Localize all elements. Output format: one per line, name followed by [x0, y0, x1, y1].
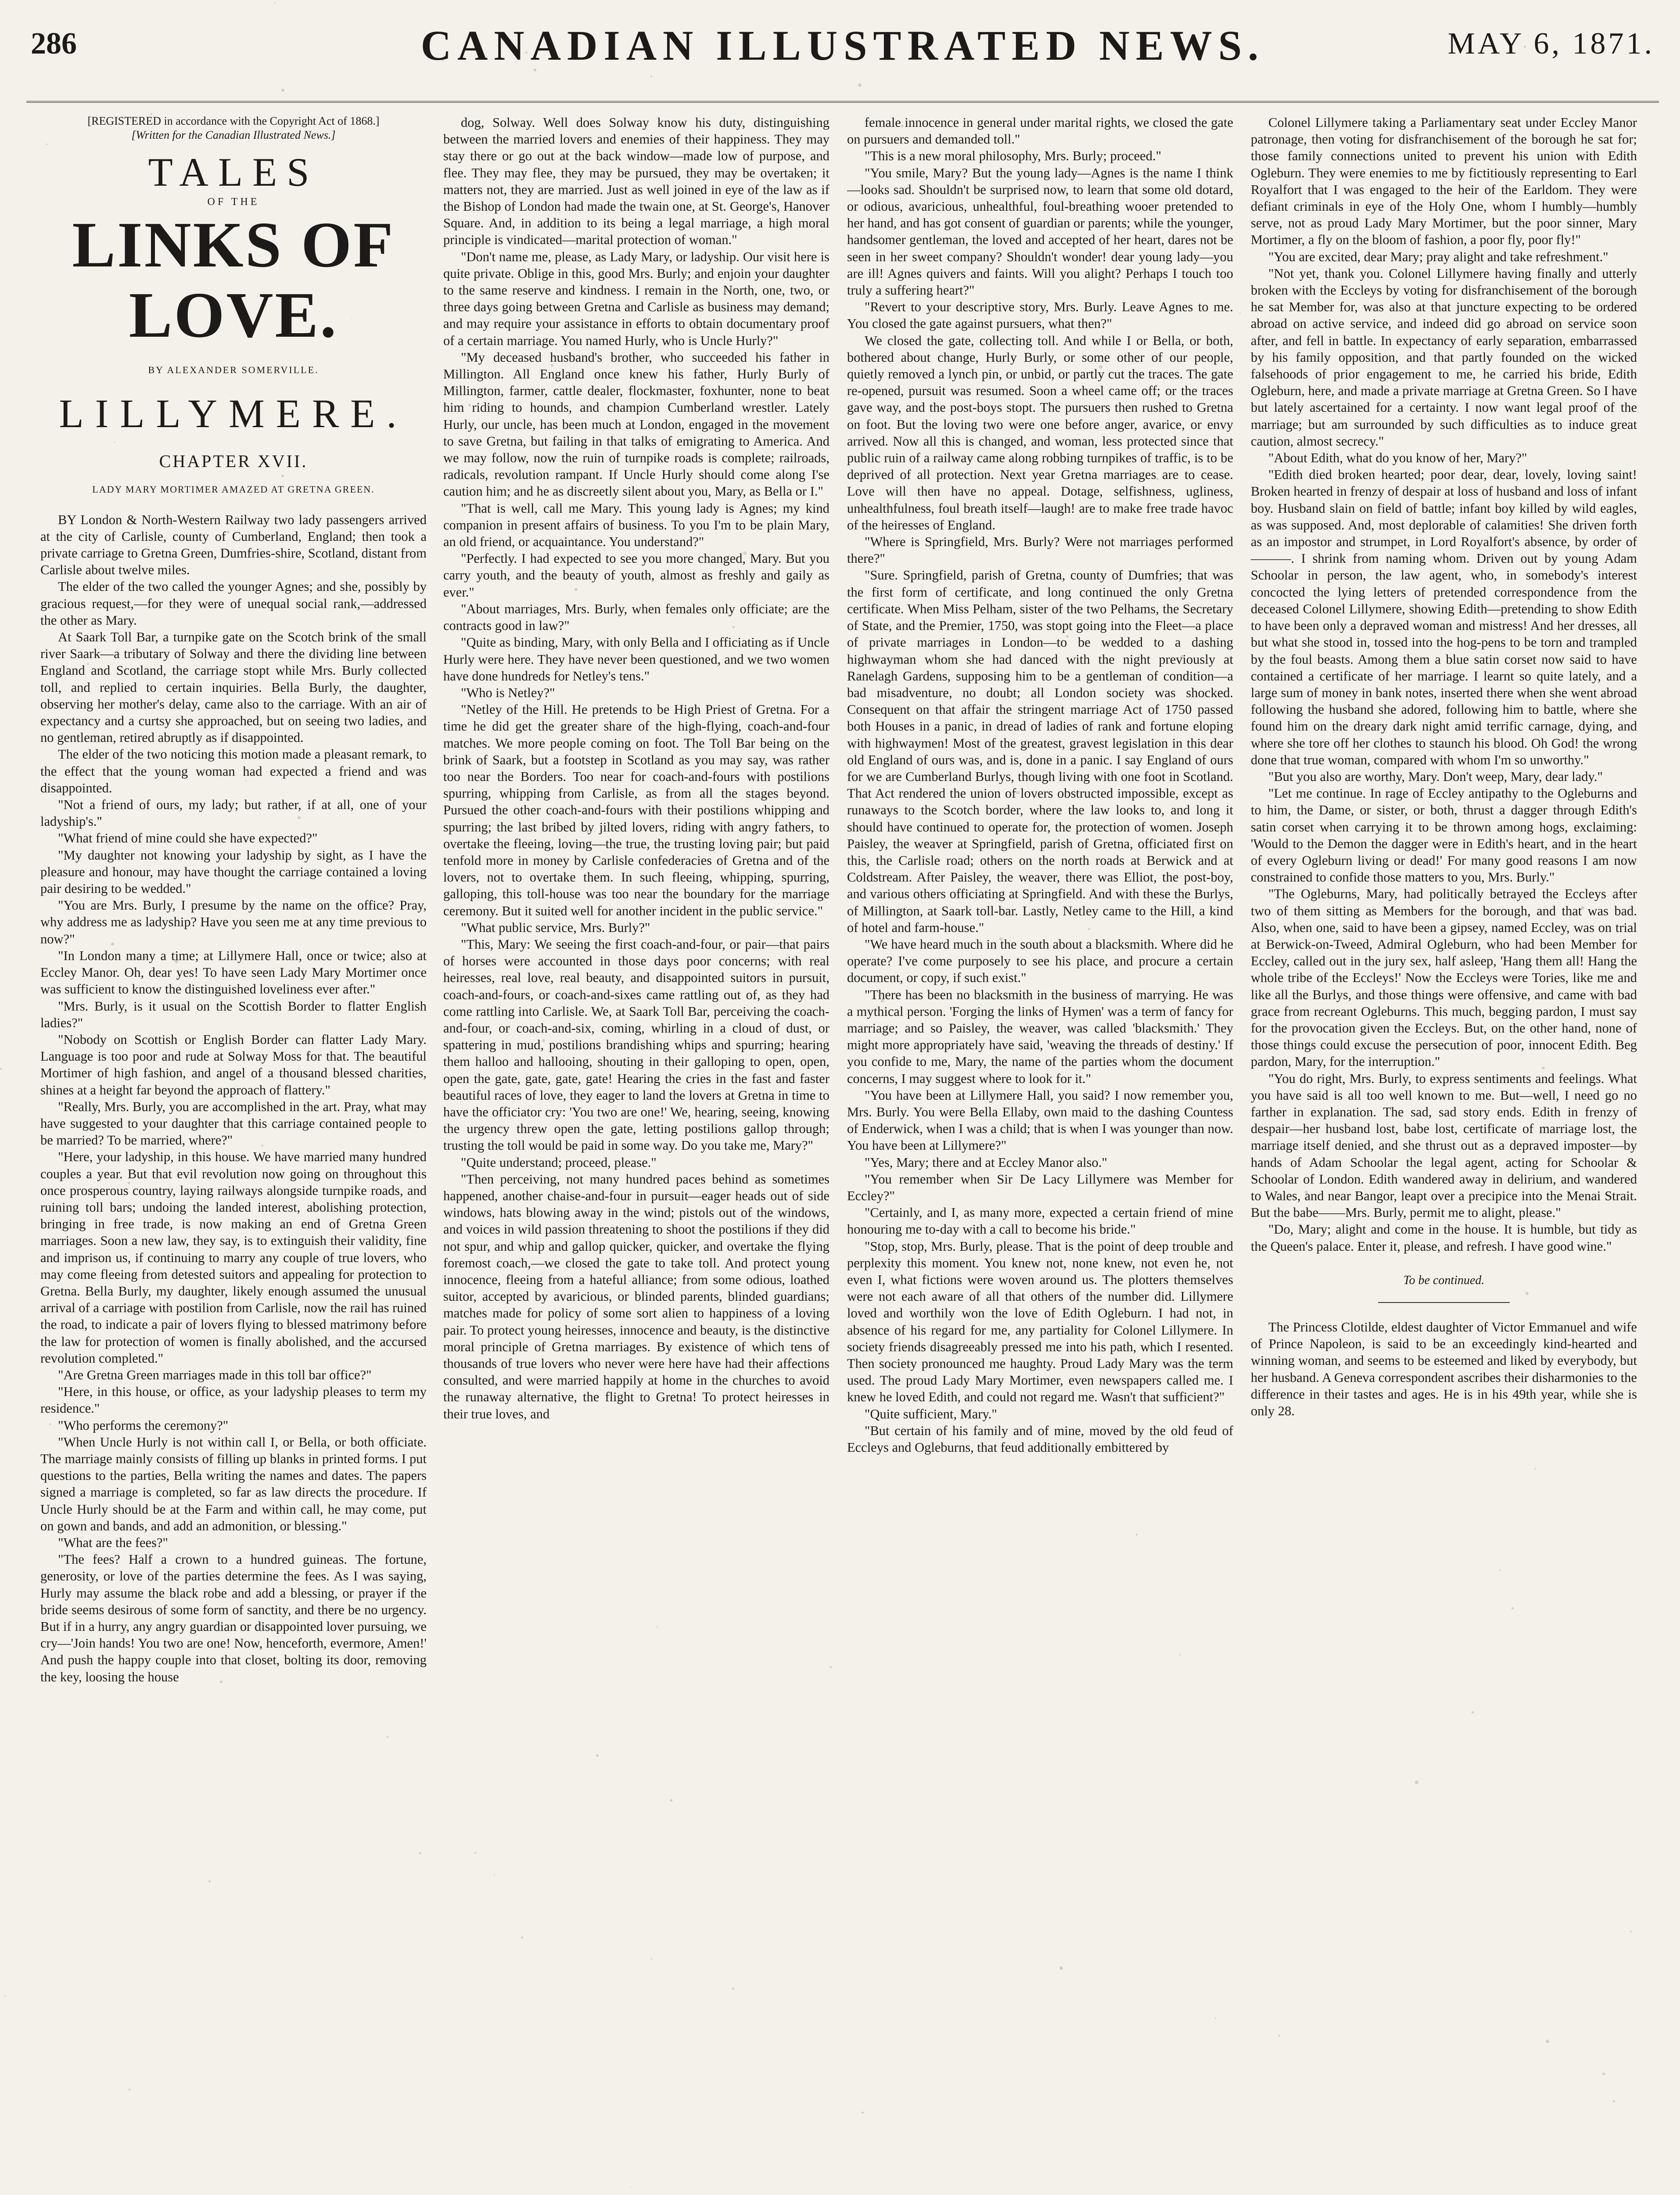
paragraph: "Perfectly. I had expected to see you more changed, Mary. But you carry youth, and the beauty of youth, almost as freshly and gaily as ever." — [443, 551, 829, 600]
paper-speck — [641, 206, 643, 209]
paper-speck — [1339, 977, 1342, 980]
paper-speck — [881, 999, 884, 1002]
paper-speck — [761, 1312, 764, 1314]
column-4 — [1251, 114, 1637, 2195]
paper-speck — [1277, 198, 1280, 201]
paragraph: "About Edith, what do you know of her, Mary?" — [1268, 450, 1527, 466]
paragraph: "Edith died broken hearted; poor dear, dear, lovely, loving saint! Broken hearted in frenzy of despair at loss of husband and loss of infant boy. Husband slain on field of battle; infant boy killed by wild eagles, as was supposed. And, most deplorable of calamities! She driven forth as an impostor and strumpet, in Lord Royalfort's absence, by order of ———. I shrink from naming whom. Driven out by young Adam Schoolar in person, the law agent, who, in somebody's interest concocted the lying letters of pretended correspondence from the deceased Colonel Lillymere, showing Edith—pretending to show Edith to have been only a depraved woman and mistress! And her dresses, all but what she stood in, tossed into the hog-pens to be torn and trampled by the foul beasts. Among them a blue satin corset now said to have contained a certificate of her marriage. I learnt so quite lately, and a large sum of money in bank notes, inserted there when she went abroad following the husband she adored, following him to battle, where she found him on the dreary dark night amid terrific carnage, dying, and where she tore off her clothes to staunch his blood. Oh God! the wrong done that true woman, compared with whom I'm so unworthy." — [1251, 467, 1637, 767]
paper-speck — [111, 943, 114, 946]
paper-speck — [1026, 1023, 1028, 1025]
paragraph: "Stop, stop, Mrs. Burly, please. That is the point of deep trouble and perplexity this moment. You knew not, none knew, not even he, not even I, what fictions were woven around us. The plotters themselves were not each aware of all that others of the number did. Lillymere loved and worthily won the love of Edith Ogleburn. I had not, in absence of his regard for me, any partiality for Colonel Lillymere. In society friends disagreeably pressed me into his path, which I resented. Then society pronounced me haughty. Proud Lady Mary was the term used. The proud Lady Mary Mortimer, even newspapers called me. I knew he loved Edith, and could not regard me. Wasn't that sufficient?" — [847, 1238, 1233, 1405]
paper-speck — [999, 937, 1002, 940]
paragraph: "Nobody on Scottish or English Border can flatter Lady Mary. Language is too poor and rude at Solway Moss for that. The beautiful Mortimer of high fashion, and angel of a thousand blessed charities, shines at a height far beyond the approach of flattery." — [40, 1032, 427, 1098]
paragraph: BY London & North-Western Railway two lady passengers arrived at the city of Carlisle, county of Cumberland, England; then took a private carriage to Gretna Green, Dumfries-shire, Scotland, distant from Carlisle about twelve miles. — [40, 512, 427, 578]
story-title: LINKS OF LOVE. — [72, 209, 395, 351]
paper-speck — [227, 531, 230, 533]
paragraph: "Revert to your descriptive story, Mrs. Burly. Leave Agnes to me. You closed the gate against pursuers, what then?" — [847, 299, 1233, 331]
paper-speck — [419, 1852, 421, 1854]
paragraph: "Quite understand; proceed, please." — [461, 1155, 657, 1170]
chapter-heading: CHAPTER XVII. — [159, 451, 308, 471]
paper-speck — [1526, 1292, 1529, 1295]
paragraph: female innocence in general under marital rights, we closed the gate on pursuers and demanded toll." — [847, 115, 1233, 147]
paper-speck — [172, 1075, 175, 1078]
paper-speck — [1136, 1533, 1138, 1535]
paragraph: "But you also are worthy, Mary. Don't weep, Mary, dear lady." — [1268, 769, 1603, 784]
paragraph: "Mrs. Burly, is it usual on the Scottish Border to flatter English ladies?" — [40, 998, 427, 1030]
paper-speck — [534, 68, 536, 71]
paper-speck — [1546, 2040, 1549, 2043]
paper-speck — [35, 1273, 36, 1274]
byline: BY ALEXANDER SOMERVILLE. — [148, 364, 319, 375]
paragraph: The Princess Clotilde, eldest daughter of Victor Emmanuel and wife of Prince Napoleon, is said to be an exceedingly kind-hearted and winning woman, and seems to be esteemed and liked by everybody, but her husband. A Geneva correspondent ascribes their disharmonies to the difference in their tastes and ages. He is in his 49th year, while she is only 28. — [1251, 1320, 1637, 1419]
paper-speck — [1542, 1067, 1545, 1070]
paper-speck — [274, 2, 276, 4]
paper-speck — [830, 1666, 832, 1668]
paper-speck — [797, 983, 799, 984]
page-header — [26, 0, 1659, 103]
paper-speck — [657, 1626, 658, 1627]
column-1 — [40, 114, 427, 2195]
paper-speck — [521, 1936, 523, 1938]
paper-speck — [739, 1303, 741, 1305]
paper-speck — [736, 204, 739, 207]
paper-speck — [651, 1958, 652, 1960]
paper-speck — [1261, 1070, 1262, 1071]
paragraph: The elder of the two noticing this motion made a pleasant remark, to the effect that the young woman had expected a friend and was disappointed. — [40, 747, 427, 795]
paper-speck — [0, 1068, 2, 1070]
paper-speck — [785, 560, 788, 563]
news-item-text — [1251, 1319, 1637, 1419]
column-2 — [443, 114, 829, 2195]
paragraph: "Here, your ladyship, in this house. We have married many hundred couples a year. But that evil revolution now going on throughout this once prosperous country, laying railways alongside turnpike roads, and ruining toll bars; undoing the landed interest, abolishing protection, bringing in free trade, is now making an end of Gretna Green marriages. Soon a new law, they say, is to extinguish their validity, fine and imprison us, if continuing to marry any couple of true lovers, who may come fleeing from detested suitors and appealing for protection to Gretna. Bella Burly, my daughter, likely enough assumed the unusual arrival of a carriage with postilion from Carlisle, now the rail has ruined the road, to indicate a pair of lovers flying to blessed matrimony before the law for protection of women is finally abolished, and the accursed revolution completed." — [40, 1149, 427, 1366]
paper-speck — [1234, 724, 1235, 725]
paper-speck — [1581, 906, 1584, 909]
paragraph: "We have heard much in the south about a blacksmith. Where did he operate? I've come purposely to see his place, and procure a certain document, or copy, if such exist." — [847, 936, 1233, 986]
paragraph: "Don't name me, please, as Lady Mary, or ladyship. Our visit here is quite private. Oblige in this, good Mrs. Burly; and enjoin your daughter to the same reserve and kindness. I remain in the North, one, two, or three days going between Gretna and Carlisle as business may demand; and may require your assistance in efforts to obtain documentary proof of a certain marriage. You named Hurly, who is Uncle Hurly?" — [443, 249, 829, 348]
paper-speck — [551, 364, 553, 366]
registration-notice: [REGISTERED in accordance with the Copyright Act of 1868.] — [87, 115, 380, 127]
paper-speck — [588, 194, 589, 195]
paper-speck — [1179, 1654, 1181, 1655]
column-2-text — [443, 114, 829, 1422]
publication-title: CANADIAN ILLUSTRATED NEWS. — [420, 22, 1265, 69]
paper-speck — [615, 1107, 616, 1108]
paper-speck — [261, 1144, 263, 1147]
paper-speck — [858, 83, 862, 87]
paper-speck — [144, 956, 147, 959]
paper-speck — [1027, 149, 1028, 151]
paper-speck — [993, 340, 997, 343]
paper-speck — [540, 847, 541, 848]
paper-speck — [384, 1489, 386, 1491]
paper-speck — [245, 780, 247, 781]
paragraph: "Certainly, and I, as many more, expected a certain friend of mine honouring me to-day with a call to become his bride." — [847, 1205, 1233, 1237]
paper-speck — [175, 960, 178, 963]
paper-speck — [732, 626, 735, 628]
paper-speck — [1415, 1781, 1418, 1784]
story-subtitle: LILLYMERE. — [59, 391, 408, 436]
paper-speck — [1491, 1347, 1493, 1349]
paragraph: "Who performs the ceremony?" — [58, 1418, 229, 1433]
paragraph: "Let me continue. In rage of Eccley antipathy to the Ogleburns and to him, the Dame, or sister, or both, thrust a dagger through Edith's satin corset when carrying it to be thrown among hogs, exclaiming: 'Would to the Demon the dagger were in Edith's heart, and in the heart of every Ogleburn living or dead!' For many good reasons I am now constrained to confide those matters to you, Mrs. Burly." — [1251, 786, 1637, 885]
paragraph: "Yes, Mary; there and at Eccley Manor also." — [865, 1155, 1107, 1170]
paper-speck — [819, 221, 822, 223]
paragraph: "Quite sufficient, Mary." — [865, 1406, 997, 1421]
paragraph: "There has been no blacksmith in the business of marrying. He was a mythical person. 'Forging the links of Hymen' was a term of fancy for marriage; and so Paisley, the weaver, was called 'blacksmith.' They might more appropriately have said, 'weaving the threads of destiny.' If you confide to me, Mary, the name of the parties whom the document concerns, I may suggest where to look for it." — [847, 987, 1233, 1086]
paper-speck — [1311, 1017, 1312, 1018]
issue-date: MAY 6, 1871. — [1447, 27, 1655, 61]
written-for-note: [Written for the Canadian Illustrated News.] — [131, 129, 336, 141]
paper-speck — [1016, 791, 1019, 795]
paper-speck — [87, 663, 89, 665]
paragraph: We closed the gate, collecting toll. And while I or Bella, or both, bothered about change, Hurly Burly, or some other of our people, quietly removed a lynch pin, or unbid, or partly cut the traces. The gate re-opened, pursuit was resumed. Soon a wheel came off; or the traces gave way, and the post-boys stopt. The pursuers then rushed to Gretna on foot. But the loving two were one before anger, avarice, or envy arrived. Now all this is changed, and woman, less protected since that public ruin of a railway came along robbing turnpikes of traffic, is to be deprived of all protection. Next year Gretna marriages are to cease. Love will then have no appeal. Dotage, selfishness, ugliness, unhealthfulness, foul breath itself—laugh! are to make free trade havoc of the heiresses of England. — [847, 333, 1233, 533]
paragraph: "What public service, Mrs. Burly?" — [461, 920, 650, 935]
paper-speck — [5, 1995, 6, 1997]
paper-speck — [49, 1423, 51, 1425]
paper-speck — [739, 1200, 740, 1202]
paper-speck — [107, 843, 109, 846]
to-be-continued: To be continued. — [1403, 1273, 1485, 1287]
paragraph: "This, Mary: We seeing the first coach-and-four, or pair—that pairs of horses were accounted in those days poor concerns; with real heiresses, real love, real beauty, and disappointed suitors in pursuit, coach-and-fours, or coach-and-sixes came rattling out of, as they had come rattling into Carlisle. We, at Saark Toll Bar, perceiving the coach-and-four, or coach-and-six, coming, whirling in a cloud of dust, or spattering in mud, postilions brandishing whips and spurring; hearing them halloo and hallooing, shouting in their galloping to open, open, open the gate, gate, gate, gate! Hearing the cries in the fast and faster beautiful races of love, they eager to land the lovers at Gretna in time to have the officiator cry: 'You two are one!' We, hearing, seeing, knowing the urgency threw open the gate, letting postilions gallop through; trusting the toll would be paid in some way. Do you take me, Mary?" — [443, 936, 829, 1153]
paragraph: The elder of the two called the younger Agnes; and she, possibly by gracious request,—for they were of unequal social rank,—addressed the other as Mary. — [40, 579, 427, 628]
page-number: 286 — [31, 27, 77, 61]
paper-speck — [862, 2112, 864, 2114]
paragraph: At Saark Toll Bar, a turnpike gate on the Scotch brink of the small river Saark—a tributary of Solway and there the dividing line between England and Scotland, the carriage stopt while Mrs. Burly collected toll, and replied to certain inquiries. Bella Burly, the daughter, observing her mother's delay, came also to the carriage. With an air of expectancy and a curtsy she approached, but on seeing two ladies, and no gentleman, retired abruptly as if disappointed. — [40, 630, 427, 745]
paragraph: "When Uncle Hurly is not within call I, or Bella, or both officiate. The marriage mainly consists of filling up blanks in printed forms. I put questions to the parties, Bella writing the names and dates. The papers signed a marriage is completed, so far as law directs the procedure. If Uncle Hurly should be at the Farm and within call, he may come, put on gown and bands, and add an admonition, or blessing." — [40, 1434, 427, 1533]
paper-speck — [220, 1680, 223, 1683]
chapter-synopsis: LADY MARY MORTIMER AMAZED AT GRETNA GREEN. — [92, 484, 375, 495]
paper-speck — [586, 830, 589, 833]
paragraph: "You do right, Mrs. Burly, to express sentiments and feelings. What you have said is all too well known to me. But—well, I need go no farther in explanation. The sad, sad story ends. Edith in frenzy of despair—her husband lost, babe lost, certificate of marriage lost, the marriage itself denied, and she thrust out as a depraved imposter—by hands of Adam Schoolar the legal agent, acting for Schoolar & Schoolar of London. Edith wandered away in delirium, and wandered to Wales, and near Bangor, leapt over a precipice into the Menai Strait. But the babe——Mrs. Burly, permit me to alight, please." — [1251, 1071, 1637, 1220]
paper-speck — [525, 51, 528, 54]
paper-speck — [935, 274, 937, 276]
paper-speck — [298, 816, 301, 819]
paragraph: "What friend of mine could she have expected?" — [58, 831, 318, 846]
paragraph: Colonel Lillymere taking a Parliamentary seat under Eccley Manor patronage, then voting for disfranchisement of the borough he sat for; those family connections united to prevent his union with Edith Ogleburn. They were enemies to me by fictitiously representing to Earl Royalfort that I was engaged to the heir of the Earldom. They were defiant criminals in eye of the Holy One, whom I humbly—humbly serve, not as proud Lady Mary Mortimer, but the poor sinner, Mary Mortimer, a fly on the bloom of fashion, a poor fly, poor fly!" — [1251, 115, 1637, 248]
paragraph: "Here, in this house, or office, as your ladyship pleases to term my residence." — [40, 1384, 427, 1416]
paper-speck — [428, 1177, 429, 1178]
paragraph: "This is a new moral philosophy, Mrs. Burly; proceed." — [865, 148, 1162, 164]
paper-speck — [1472, 1711, 1474, 1713]
paragraph: "The fees? Half a crown to a hundred guineas. The fortune, generosity, or love of the parties determine the fees. As I was saying, Hurly may assume the black robe and add a blessing, or prayer if the bride seems desirous of some form of sanctity, and there be no urgency. But if in a hurry, any angry guardian or disappointed lover pursuing, we cry—'Join hands! You two are one! Now, henceforth, evermore, Amen!' And push the happy couple into that closet, bolting its door, removing the key, loosing the house — [40, 1552, 427, 1684]
paragraph: "You are excited, dear Mary; pray alight and take refreshment." — [1268, 249, 1608, 264]
paragraph: "You remember when Sir De Lacy Lillymere was Member for Eccley?" — [847, 1171, 1233, 1203]
paper-speck — [650, 76, 652, 77]
paragraph: "In London many a time; at Lillymere Hall, once or twice; also at Eccley Manor. Oh, dear yes! To have seen Lady Mary Mortimer once was sufficient to know the distinguished loveliness ever after." — [40, 948, 427, 997]
paper-speck — [1305, 1191, 1308, 1194]
paper-speck — [1278, 2035, 1280, 2037]
paper-speck — [813, 417, 815, 420]
paragraph: "You are Mrs. Burly, I presume by the name on the office? Pray, why address me as ladyship? Have you seen me at any time previous to now?" — [40, 898, 427, 946]
paper-speck — [509, 1025, 510, 1026]
paper-speck — [596, 1754, 599, 1757]
paragraph: "You have been at Lillymere Hall, you said? I now remember you, Mrs. Burly. You were Bella Ellaby, own maid to the dashing Countess of Enderwick, when I was a child; that is when I was younger than now. You have been at Lillymere?" — [847, 1087, 1233, 1153]
paper-speck — [629, 1280, 631, 1282]
paragraph: "Not a friend of ours, my lady; but rather, if at all, one of your ladyship's." — [40, 797, 427, 829]
paragraph: "Who is Netley?" — [461, 685, 555, 700]
paragraph: "You smile, Mary? But the young lady—Agnes is the name I think—looks sad. Shouldn't be surprised now, to learn that some old dotard, or odious, avaricious, unhealthful, foul-breathing wooer pretended to her hand, and has got consent of guardian or parents; while the younger, handsomer gentleman, the loved and accepted of her heart, dares not be seen in her sweet company? Shouldn't wonder! dear young lady—you are ill! Agnes quivers and faints. Will you alight? Perhaps I touch too truly a suffering heart?" — [847, 165, 1233, 298]
paper-speck — [1059, 1966, 1063, 1970]
paragraph: "Where is Springfield, Mrs. Burly? Were not marriages performed there?" — [847, 534, 1233, 566]
paper-speck — [1088, 928, 1090, 930]
paragraph: "The Ogleburns, Mary, had politically betrayed the Eccleys after two of them sitting as Members for the borough, and that was bad. Also, when one, said to have been a gipsey, named Eccley, was on trial at Berwick-on-Tweed, Admiral Ogleburn, who had been Member for Eccley, called out in the jury sex, half asleep, 'Hang them all! Hang the whole tribe of the Eccleys!' Now the Eccleys were Tories, like me and like all the Burlys, and those things were offensive, and came with bad grace from recreant Ogleburns. This much, begging pardon, I must say for the provocation given the Eccleys. But, on the other hand, none of those things could excuse the persecution of poor, innocent Edith. Beg pardon, Mary, for the interruption." — [1251, 886, 1637, 1069]
paragraph: "About marriages, Mrs. Burly, when females only officiate; are the contracts good in law?" — [443, 601, 829, 633]
paper-speck — [901, 125, 904, 127]
title-tales: TALES — [148, 150, 319, 194]
paper-speck — [281, 89, 284, 92]
column-1-text — [40, 511, 427, 1685]
paper-speck — [1099, 365, 1102, 369]
paragraph: "Then perceiving, not many hundred paces behind as sometimes happened, another chaise-and-four in pursuit—eager heads out of side windows, hats blowing away in the wind; pistols out of the windows, and voices in wild passion threatening to shoot the postilions if they did not spur, and whip and gallop quicker, quicker, and overtake the flying foremost coach,—we closed the gate to take toll. And protect young innocence, fleeing from a hateful alliance; from some odious, loathed suitor, accepted by avaricious, or blinded parents, blinded guardians; matches made for policy of some sort alien to happiness of a loving pair. To protect young heiresses, innocence and beauty, is the distinctive moral principle of Gretna marriages. By existence of which tens of thousands of true lovers who never were here have had their affections consulted, and were married happily at home in the churches to avoid the runaway alternative, the flight to Gretna! To protect heiresses in their true loves, and — [443, 1171, 829, 1421]
paper-speck — [547, 242, 549, 243]
paragraph: "Not yet, thank you. Colonel Lillymere having finally and utterly broken with the Eccleys by voting for disfranchisement of the borough he sat Member for, was also at that juncture expecting to be ordered abroad on active service, and indeed did go abroad on service soon after, and fell in battle. In expectancy of early separation, embarrassed by his family opposition, and that partly founded on the wicked falsehoods of prior engagement to me, he carried his bride, Edith Ogleburn, here, and made a private marriage at Gretna Green. So I have but lately ascertained for a certainty. I now want legal proof of the marriage; but am surrounded by such difficulties as to induce great caution, almost secrecy." — [1251, 266, 1637, 449]
title-of-the: OF THE — [207, 196, 260, 208]
column-3 — [847, 114, 1233, 2195]
paper-speck — [1499, 1569, 1501, 1571]
paragraph: "Really, Mrs. Burly, you are accomplished in the art. Pray, what may have suggested to your daughter that this carriage contained people to be married? To be married, where?" — [40, 1099, 427, 1148]
paper-speck — [387, 1736, 388, 1738]
paragraph: "My daughter not knowing your ladyship by sight, as I have the pleasure and honour, may have thought the carriage contained a loving pair desiring to be wedded." — [40, 847, 427, 896]
paragraph: "Are Gretna Green marriages made in this toll bar office?" — [58, 1367, 372, 1382]
column-4-text — [1251, 114, 1637, 1255]
paragraph: "Netley of the Hill. He pretends to be High Priest of Gretna. For a time he did get the greater share of the high-flying, coach-and-four matches. We more people coming on foot. The Toll Bar being on the brink of Saark, but a footstep in Scotland as you may say, was rather too near the Borders. Too near for coach-and-fours with postilions spurring, whipping from Carlisle, as from all the stages beyond. Pursued the other coach-and-fours with their postilions whipping and spurring; the last bribed by jilted lovers, riding with angry fathers, to overtake the fleeing, loving—the true, the trusting loving pair; but paid tenfold more in money by Carlisle confederacies of Gretna and of the lovers, not to overtake them. In such fleeing, whipping, spurring, galloping, this toll-house was too near the boundary for the marriage ceremony. But it suited well for another incident in the public service." — [443, 702, 829, 918]
paragraph: "Quite as binding, Mary, with only Bella and I officiating as if Uncle Hurly were here. They have never been questioned, and we two women have done hundreds for Netley's tens." — [443, 635, 829, 684]
paper-speck — [1535, 1468, 1536, 1469]
paragraph: "What are the fees?" — [58, 1535, 168, 1550]
paper-speck — [1068, 1315, 1070, 1317]
paragraph: "That is well, call me Mary. This young lady is Agnes; my kind companion in present affairs of business. To you I'm to be plain Mary, an old friend, or acquaintance. You understand?" — [443, 500, 829, 550]
paper-speck — [588, 761, 590, 763]
paper-speck — [670, 1799, 673, 1802]
paragraph: "But certain of his family and of mine, moved by the old feud of Eccleys and Ogleburns, that feud additionally embittered by — [847, 1423, 1233, 1455]
paragraph: "Sure. Springfield, parish of Gretna, county of Dumfries; that was the first form of certificate, and long continued the only Gretna certificate. When Miss Pelham, sister of the two Pelhams, the Secretary of State, and the Premier, 1750, was stopt going into the Fleet—a place of private marriages in London—to be wedded to a dashing highwayman whom she had danced with the night previously at Ranelagh Gardens, supposing him to be a gentleman of condition—a bad misadventure, no doubt; all London society was shocked. Consequent on that affair the stringent marriage Act of 1750 passed both Houses in a panic, in dread of ladies of rank and fortune eloping with highwaymen! Most of the greatest, gravest legislation in this dear old England of ours was, and is, done in a panic. I say England of ours for we are Cumberland Burlys, though living with one foot in Scotland. That Act rendered the union of lovers obstructed impossible, except as runaways to the Scotch border, where the law looks to, and long it should have continued to operate for, the protection of women. Joseph Paisley, the weaver at Springfield, parish of Gretna, officiated first on this, the Carlisle road; others on the north roads at Berwick and at Coldstream. After Paisley, the weaver, there was Elliot, the post-boy, and various others officiating at Springfield. And with these the Burlys, of Millington, at Saark toll-bar. Lastly, Netley came to the Hill, a kind of hotel and farm-house." — [847, 568, 1233, 935]
paper-speck — [359, 1390, 361, 1393]
section-divider — [1378, 1302, 1510, 1303]
paper-speck — [732, 1988, 734, 1990]
paragraph: "My deceased husband's brother, who succeeded his father in Millington. All England once knew his father, Hurly Burly of Millington, farmer, cattle dealer, flockmaster, foxhunter, none to beat him riding to hounds, and champion Cumberland wrestler. Lately Hurly, our uncle, has been much at London, engaged in the movement to save Gretna, but failing in that talks of emigrating to America. And we may follow, now the ruin of turnpike roads is complete; railroads, radicals, revolution rampant. If Uncle Hurly should come along I'se caution him; and he as discreetly silent about you, Mary, as Bella or I." — [443, 349, 829, 499]
paragraph: dog, Solway. Well does Solway know his duty, distinguishing between the married lovers and enemies of their happiness. They may stay there or go out at the back window—made low of purpose, and flee. They may flee, they may be pursued, they may be overtaken; it matters not, they are married. Just as well joined in eye of the law as if the Bishop of London had made the twain one, at St. George's, Hanover Square. And, in addition to its being a legal marriage, a high moral principle is vindicated—marital protection of woman." — [443, 115, 829, 248]
paragraph: "Do, Mary; alight and come in the house. It is humble, but tidy as the Queen's palace. Enter it, please, and refresh. I have good wine." — [1251, 1222, 1637, 1254]
paper-speck — [281, 475, 284, 477]
paper-speck — [1455, 1393, 1457, 1395]
paper-speck — [1613, 2100, 1615, 2102]
paper-speck — [1215, 2018, 1216, 2019]
column-3-text — [847, 114, 1233, 1456]
paper-speck — [1239, 313, 1241, 314]
